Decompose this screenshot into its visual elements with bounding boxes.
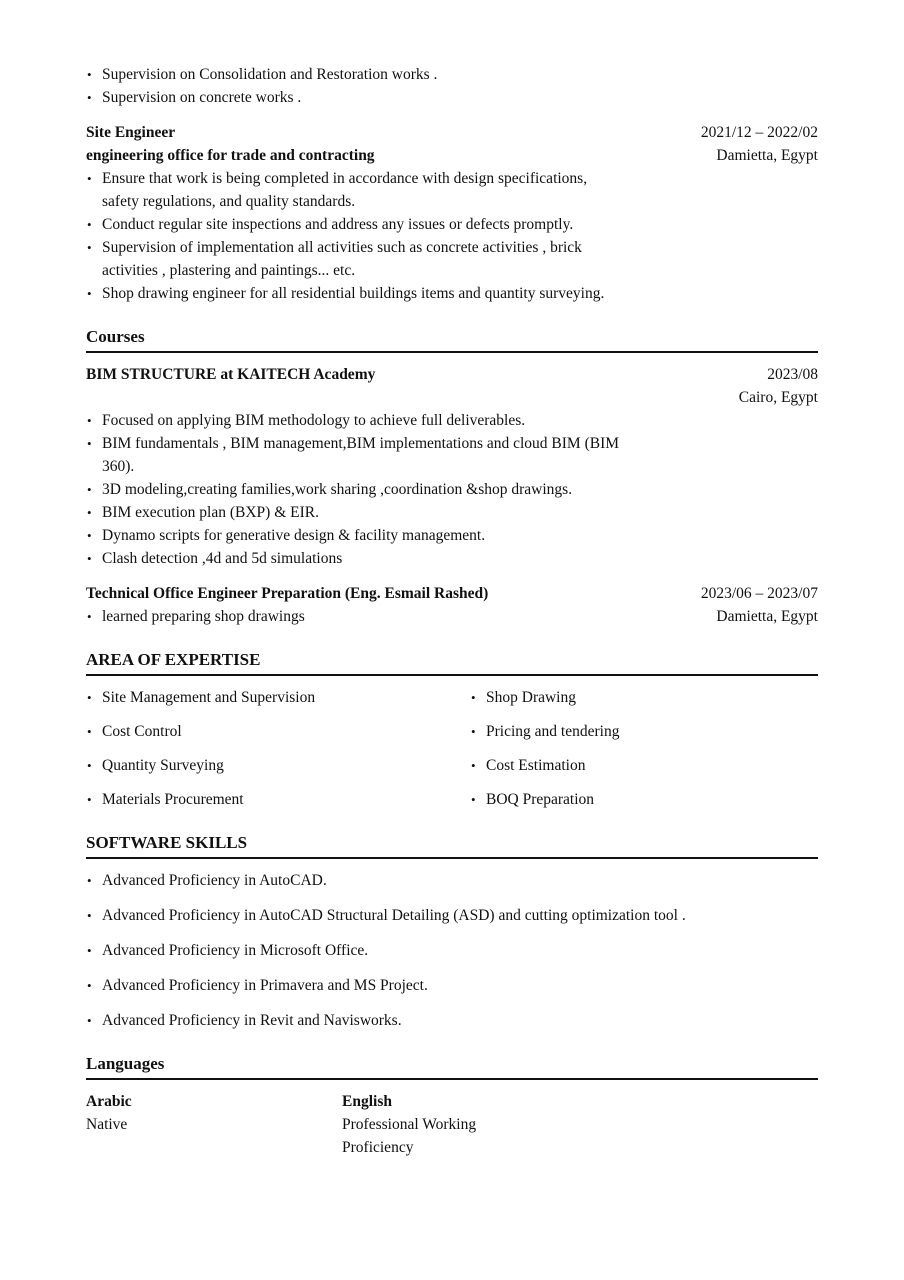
bullet: • Supervision on Consolidation and Restoration works . bbox=[86, 63, 818, 86]
course-location: Cairo, Egypt bbox=[738, 389, 818, 406]
course-title: BIM STRUCTURE at KAITECH Academy bbox=[86, 366, 376, 383]
expertise-item: • Site Management and Supervision bbox=[86, 686, 470, 709]
course-title: Technical Office Engineer Preparation (Eng. Esmail Rashed) bbox=[86, 585, 489, 602]
language-name: English bbox=[342, 1093, 392, 1110]
job-date: 2021/12 – 2022/02 bbox=[700, 124, 818, 141]
bullet: • learned preparing shop drawings bbox=[86, 605, 305, 628]
bullet: • Conduct regular site inspections and address any issues or defects promptly. bbox=[86, 213, 606, 236]
expertise-item: • Cost Estimation bbox=[470, 754, 818, 777]
skill-item: • Advanced Proficiency in AutoCAD. bbox=[86, 869, 818, 892]
bullet: • Ensure that work is being completed in accordance with design specifications, safety regulations, and quality standards. bbox=[86, 167, 606, 213]
expertise-list bbox=[86, 686, 818, 811]
course-bim bbox=[86, 363, 818, 570]
course-date: 2023/08 bbox=[767, 366, 818, 383]
course-technical-office bbox=[86, 582, 818, 628]
expertise-item: • BOQ Preparation bbox=[470, 788, 818, 811]
job-title: Site Engineer bbox=[86, 124, 176, 141]
company-name: engineering office for trade and contracting bbox=[86, 147, 375, 164]
expertise-item: • Pricing and tendering bbox=[470, 720, 818, 743]
skill-item: • Advanced Proficiency in Microsoft Office. bbox=[86, 939, 818, 962]
language-arabic bbox=[86, 1090, 342, 1159]
course-date: 2023/06 – 2023/07 bbox=[700, 585, 818, 602]
expertise-item: • Quantity Surveying bbox=[86, 754, 470, 777]
section-heading-software: SOFTWARE SKILLS bbox=[86, 831, 818, 859]
section-heading-courses: Courses bbox=[86, 325, 818, 353]
expertise-item: • Cost Control bbox=[86, 720, 470, 743]
bullet: • Clash detection ,4d and 5d simulations bbox=[86, 547, 646, 570]
course-location: Damietta, Egypt bbox=[716, 608, 818, 625]
bullet: • 3D modeling,creating families,work sharing ,coordination &shop drawings. bbox=[86, 478, 646, 501]
section-heading-languages: Languages bbox=[86, 1052, 818, 1080]
section-heading-expertise: AREA OF EXPERTISE bbox=[86, 648, 818, 676]
job-site-engineer bbox=[86, 121, 818, 305]
job-location: Damietta, Egypt bbox=[716, 147, 818, 164]
bullet: • Dynamo scripts for generative design & facility management. bbox=[86, 524, 646, 547]
language-level: Native bbox=[86, 1116, 128, 1133]
language-english bbox=[342, 1090, 502, 1159]
software-list bbox=[86, 869, 818, 1032]
language-name: Arabic bbox=[86, 1093, 132, 1110]
previous-job-bullets bbox=[86, 63, 818, 109]
skill-item: • Advanced Proficiency in AutoCAD Structural Detailing (ASD) and cutting optimization tool . bbox=[86, 904, 818, 927]
languages-list bbox=[86, 1090, 818, 1159]
expertise-item: • Materials Procurement bbox=[86, 788, 470, 811]
bullet: • Shop drawing engineer for all residential buildings items and quantity surveying. bbox=[86, 282, 606, 305]
expertise-item: • Shop Drawing bbox=[470, 686, 818, 709]
bullet: • Supervision on concrete works . bbox=[86, 86, 818, 109]
skill-item: • Advanced Proficiency in Primavera and MS Project. bbox=[86, 974, 818, 997]
language-level: Professional Working Proficiency bbox=[342, 1116, 477, 1156]
skill-item: • Advanced Proficiency in Revit and Navisworks. bbox=[86, 1009, 818, 1032]
bullet: • Supervision of implementation all activities such as concrete activities , brick activities , plastering and paintings... etc. bbox=[86, 236, 606, 282]
bullet: • Focused on applying BIM methodology to achieve full deliverables. bbox=[86, 409, 646, 432]
bullet: • BIM execution plan (BXP) & EIR. bbox=[86, 501, 646, 524]
bullet: • BIM fundamentals , BIM management,BIM implementations and cloud BIM (BIM 360). bbox=[86, 432, 646, 478]
